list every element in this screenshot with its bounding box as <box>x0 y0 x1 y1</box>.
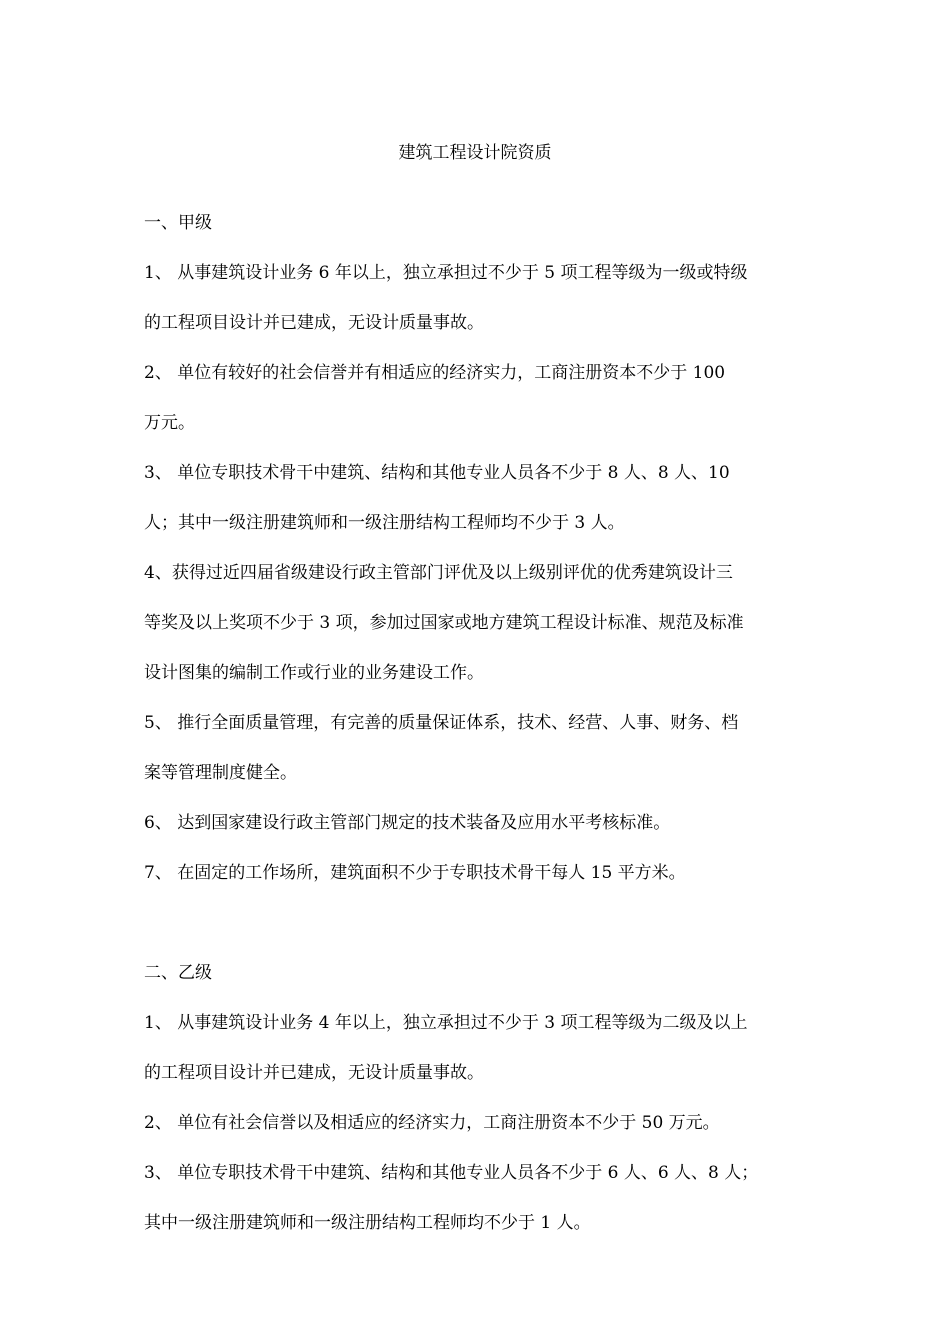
text-line: 的工程项目设计并已建成，无设计质量事故。 <box>144 1063 484 1083</box>
document-title: 建筑工程设计院资质 <box>398 143 552 163</box>
text-line: 5、 推行全面质量管理，有完善的质量保证体系，技术、经营、人事、财务、档 <box>144 713 739 733</box>
text-line: 2、 单位有较好的社会信誉并有相适应的经济实力，工商注册资本不少于 100 <box>144 363 726 383</box>
section-heading-a: 一、甲级 <box>144 213 212 233</box>
text-line: 3、 单位专职技术骨干中建筑、结构和其他专业人员各不少于 8 人、8 人、10 <box>144 463 730 483</box>
text-line: 人；其中一级注册建筑师和一级注册结构工程师均不少于 3 人。 <box>144 513 625 533</box>
text-line: 的工程项目设计并已建成，无设计质量事故。 <box>144 313 484 333</box>
text-line: 1、 从事建筑设计业务 6 年以上，独立承担过不少于 5 项工程等级为一级或特级 <box>144 263 748 283</box>
section-spacer <box>144 898 809 948</box>
text-line: 其中一级注册建筑师和一级注册结构工程师均不少于 1 人。 <box>144 1213 591 1233</box>
section-heading-b: 二、乙级 <box>144 963 212 983</box>
text-line: 6、 达到国家建设行政主管部门规定的技术装备及应用水平考核标准。 <box>144 813 671 833</box>
text-line: 等奖及以上奖项不少于 3 项，参加过国家或地方建筑工程设计标准、规范及标准 <box>144 613 744 633</box>
text-line: 3、 单位专职技术骨干中建筑、结构和其他专业人员各不少于 6 人、6 人、8 人； <box>144 1163 759 1183</box>
text-line: 案等管理制度健全。 <box>144 763 297 783</box>
text-line: 设计图集的编制工作或行业的业务建设工作。 <box>144 663 484 683</box>
text-line: 7、 在固定的工作场所，建筑面积不少于专职技术骨干每人 15 平方米。 <box>144 863 686 883</box>
text-line: 4、获得过近四届省级建设行政主管部门评优及以上级别评优的优秀建筑设计三 <box>144 563 733 583</box>
text-line: 1、 从事建筑设计业务 4 年以上，独立承担过不少于 3 项工程等级为二级及以上 <box>144 1013 748 1033</box>
text-line: 2、 单位有社会信誉以及相适应的经济实力，工商注册资本不少于 50 万元。 <box>144 1113 720 1133</box>
text-line: 万元。 <box>144 413 195 433</box>
document-body <box>144 198 809 1248</box>
